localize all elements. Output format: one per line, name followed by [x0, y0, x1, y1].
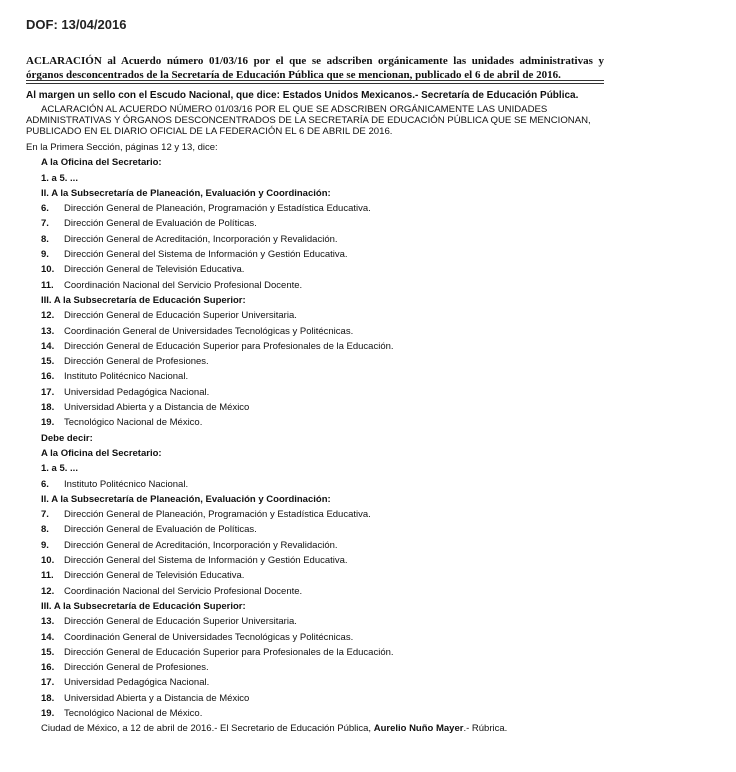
list-item [0, 706, 736, 721]
line-text: Dirección General de Educación Superior para Profesionales de la Educación. [64, 646, 394, 658]
list-item-number: 10. [41, 264, 55, 276]
list-item-number: 11. [41, 279, 54, 291]
title-rule-bottom [26, 83, 604, 84]
list-item-number: 8. [41, 524, 49, 536]
signature-line [0, 721, 736, 736]
section-heading [0, 293, 736, 308]
section-heading [0, 171, 736, 186]
list-item [0, 568, 736, 583]
list-item-number: 18. [41, 692, 55, 704]
line-text: Coordinación Nacional del Servicio Profesional Docente. [64, 585, 303, 597]
line-text: Tecnológico Nacional de México. [64, 707, 203, 719]
list-item [0, 400, 736, 415]
list-item [0, 553, 736, 568]
list-item-number: 7. [41, 218, 49, 230]
signatory-name: Aurelio Nuño Mayer [373, 723, 464, 735]
list-item-number: 9. [41, 539, 49, 551]
line-text: Tecnológico Nacional de México. [64, 417, 203, 429]
signature-suffix: .- Rúbrica. [463, 723, 508, 735]
line-text: 1. a 5. ... [41, 463, 78, 475]
section-heading [0, 446, 736, 461]
line-text: Dirección General de Televisión Educativa. [64, 264, 245, 276]
intro-line [0, 140, 736, 155]
list-item [0, 339, 736, 354]
list-item-number: 9. [41, 249, 49, 261]
line-text: Dirección General de Planeación, Programación y Estadística Educativa. [64, 203, 371, 215]
list-item [0, 278, 736, 293]
line-text: Universidad Abierta y a Distancia de México [64, 692, 250, 704]
list-item-number: 12. [41, 585, 55, 597]
line-text: II. A la Subsecretaría de Planeación, Evaluación y Coordinación: [41, 187, 331, 199]
line-text: II. A la Subsecretaría de Planeación, Evaluación y Coordinación: [41, 493, 331, 505]
line-text: A la Oficina del Secretario: [41, 157, 162, 169]
list-item [0, 538, 736, 553]
list-item-number: 12. [41, 310, 55, 322]
list-item-number: 11. [41, 570, 54, 582]
line-text: 1. a 5. ... [41, 172, 78, 184]
signature-prefix: Ciudad de México, a 12 de abril de 2016.- El Secretario de Educación Pública, [41, 723, 374, 735]
line-text: A la Oficina del Secretario: [41, 447, 162, 459]
list-item [0, 369, 736, 384]
list-item [0, 201, 736, 216]
dof-date: DOF: 13/04/2016 [26, 17, 127, 32]
list-item-number: 14. [41, 631, 55, 643]
line-text: Dirección General de Evaluación de Políticas. [64, 218, 257, 230]
list-item-number: 18. [41, 402, 55, 414]
line-text: Dirección General de Acreditación, Incorporación y Revalidación. [64, 539, 338, 551]
list-item [0, 247, 736, 262]
list-item [0, 262, 736, 277]
line-text: Dirección General de Educación Superior Universitaria. [64, 616, 297, 628]
line-text: Coordinación General de Universidades Tecnológicas y Politécnicas. [64, 631, 354, 643]
margin-note: Al margen un sello con el Escudo Nacional, que dice: Estados Unidos Mexicanos.- Secretaría de Educación Pública. [26, 90, 579, 101]
section-heading [0, 492, 736, 507]
line-text: Debe decir: [41, 432, 93, 444]
line-text: Dirección General de Educación Superior para Profesionales de la Educación. [64, 340, 394, 352]
list-item-number: 15. [41, 646, 55, 658]
list-item-number: 6. [41, 478, 49, 490]
list-item [0, 354, 736, 369]
list-item [0, 522, 736, 537]
section-heading [0, 155, 736, 170]
line-text: Dirección General de Educación Superior Universitaria. [64, 310, 297, 322]
list-item [0, 691, 736, 706]
list-item [0, 660, 736, 675]
list-item-number: 7. [41, 509, 49, 521]
list-item-number: 8. [41, 233, 49, 245]
list-item [0, 584, 736, 599]
line-text: Dirección General de Planeación, Programación y Estadística Educativa. [64, 509, 371, 521]
line-text: Dirección General del Sistema de Información y Gestión Educativa. [64, 249, 348, 261]
list-item [0, 477, 736, 492]
section-heading [0, 599, 736, 614]
list-item [0, 614, 736, 629]
list-item-number: 13. [41, 616, 55, 628]
list-item-number: 19. [41, 417, 55, 429]
document-title: ACLARACIÓN al Acuerdo número 01/03/16 por el que se adscriben orgánicamente las unidades administrativas y órganos desconcentrados de la Secretaría de Educación Pública que se mencionan, publicado el 6 de abril de 2016. [26, 55, 604, 81]
list-item [0, 645, 736, 660]
list-item [0, 385, 736, 400]
list-item [0, 675, 736, 690]
signature-text [41, 721, 507, 736]
section-heading [0, 431, 736, 446]
line-text: En la Primera Sección, páginas 12 y 13, dice: [26, 142, 218, 153]
list-item-number: 14. [41, 340, 55, 352]
list-item-number: 10. [41, 555, 55, 567]
list-item-number: 13. [41, 325, 55, 337]
line-text: III. A la Subsecretaría de Educación Superior: [41, 294, 246, 306]
list-item [0, 415, 736, 430]
line-text: Universidad Abierta y a Distancia de México [64, 402, 250, 414]
list-item-number: 17. [41, 386, 55, 398]
line-text: Dirección General de Acreditación, Incorporación y Revalidación. [64, 233, 338, 245]
list-item [0, 308, 736, 323]
list-item [0, 507, 736, 522]
list-item-number: 17. [41, 677, 55, 689]
section-heading [0, 461, 736, 476]
list-item-number: 16. [41, 662, 55, 674]
line-text: Coordinación General de Universidades Tecnológicas y Politécnicas. [64, 325, 354, 337]
line-text: Dirección General de Televisión Educativa. [64, 570, 245, 582]
line-text: Universidad Pedagógica Nacional. [64, 677, 210, 689]
section-heading [0, 186, 736, 201]
line-text: Instituto Politécnico Nacional. [64, 371, 189, 383]
list-item [0, 216, 736, 231]
line-text: Dirección General del Sistema de Información y Gestión Educativa. [64, 555, 348, 567]
list-item-number: 19. [41, 707, 55, 719]
document-body [0, 140, 736, 737]
list-item-number: 15. [41, 356, 55, 368]
line-text: Universidad Pedagógica Nacional. [64, 386, 210, 398]
line-text: III. A la Subsecretaría de Educación Superior: [41, 600, 246, 612]
list-item-number: 6. [41, 203, 49, 215]
line-text: Instituto Politécnico Nacional. [64, 478, 189, 490]
title-rule-top [26, 80, 604, 81]
list-item [0, 324, 736, 339]
line-text: Dirección General de Evaluación de Políticas. [64, 524, 257, 536]
line-text: Dirección General de Profesiones. [64, 356, 209, 368]
list-item [0, 630, 736, 645]
line-text: Coordinación Nacional del Servicio Profesional Docente. [64, 279, 303, 291]
line-text: Dirección General de Profesiones. [64, 662, 209, 674]
list-item-number: 16. [41, 371, 55, 383]
list-item [0, 232, 736, 247]
aclaracion-paragraph: ACLARACIÓN AL ACUERDO NÚMERO 01/03/16 POR EL QUE SE ADSCRIBEN ORGÁNICAMENTE LAS UNIDADES ADMINISTRATIVAS Y ÓRGANOS DESCONCENTRADOS DE LA SECRETARÍA DE EDUCACIÓN PÚBLICA QUE SE MENCIONAN, PUBLICADO EN EL DIARIO OFICIAL DE LA FEDERACIÓN EL 6 DE ABRIL DE 2016. [26, 104, 591, 138]
